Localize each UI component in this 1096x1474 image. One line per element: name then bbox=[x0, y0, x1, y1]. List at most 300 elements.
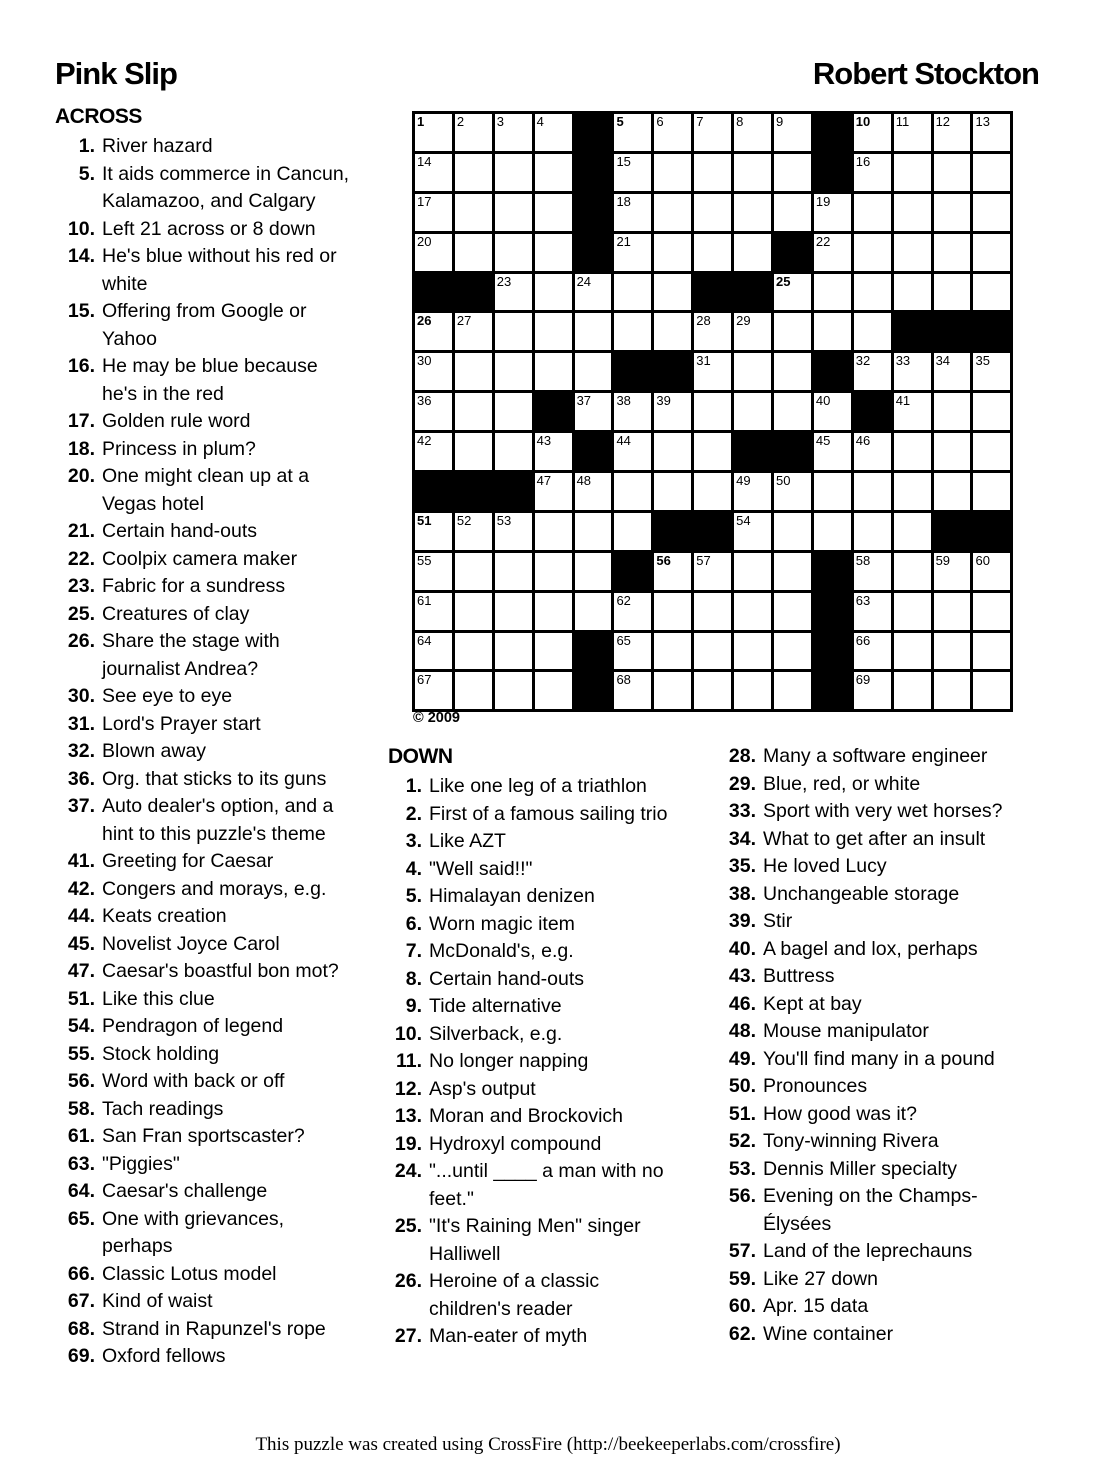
clue-text: San Fran sportscaster? bbox=[102, 1125, 305, 1147]
grid-cell-10-9 bbox=[774, 513, 811, 550]
cell-number: 19 bbox=[815, 193, 831, 209]
clue-number: 22. bbox=[67, 547, 95, 570]
clue-number: 24. bbox=[394, 1160, 422, 1182]
clue-number: 20. bbox=[67, 465, 95, 487]
grid-cell-0-5 bbox=[614, 114, 651, 151]
grid-cell-10-11 bbox=[854, 513, 891, 550]
grid-cell-2-7 bbox=[694, 194, 731, 231]
clue-text: Moran and Brockovich bbox=[429, 1105, 624, 1127]
clue-text: Certain hand-outs bbox=[429, 967, 585, 990]
clue-number: 7. bbox=[405, 940, 422, 962]
grid-cell-10-12 bbox=[894, 513, 931, 550]
grid-cell-11-8 bbox=[734, 553, 771, 590]
grid-cell-8-5 bbox=[614, 433, 651, 470]
clue-text: Share the stage with journalist Andrea? bbox=[102, 630, 280, 680]
grid-cell-4-11 bbox=[854, 274, 891, 311]
grid-cell-10-14-black bbox=[973, 513, 1010, 550]
grid-cell-8-7 bbox=[694, 433, 731, 470]
cell-number: 16 bbox=[855, 153, 871, 169]
grid-cell-6-2 bbox=[495, 353, 532, 390]
clue-down-50 bbox=[720, 1073, 1022, 1101]
grid-cell-11-14 bbox=[973, 553, 1010, 590]
clue-text: Coolpix camera maker bbox=[102, 547, 298, 570]
clue-across-41 bbox=[55, 848, 355, 876]
copyright-notice: © 2009 bbox=[413, 710, 460, 726]
clue-number: 9. bbox=[405, 995, 422, 1017]
clue-text: See eye to eye bbox=[102, 685, 233, 707]
clue-text: Like one leg of a triathlon bbox=[429, 775, 647, 797]
grid-cell-8-4-black bbox=[575, 433, 612, 470]
grid-cell-2-12 bbox=[894, 194, 931, 231]
cell-number: 43 bbox=[536, 433, 552, 449]
grid-cell-10-3 bbox=[535, 513, 572, 550]
cell-number: 61 bbox=[417, 592, 432, 608]
clue-text: He loved Lucy bbox=[763, 855, 887, 877]
grid-cell-11-0 bbox=[415, 553, 452, 590]
clue-text: A bagel and lox, perhaps bbox=[763, 937, 978, 960]
cell-number: 30 bbox=[417, 353, 432, 369]
grid-cell-0-4-black bbox=[575, 114, 612, 151]
down-heading: DOWN bbox=[388, 745, 453, 768]
clue-down-7 bbox=[388, 938, 678, 966]
cell-number: 25 bbox=[776, 273, 791, 289]
grid-cell-8-2 bbox=[495, 433, 532, 470]
grid-cell-3-14 bbox=[973, 234, 1010, 271]
footer-credit: This puzzle was created using CrossFire (http://beekeeperlabs.com/crossfire) bbox=[255, 1434, 841, 1455]
cell-number: 17 bbox=[417, 193, 432, 209]
grid-cell-2-6 bbox=[654, 194, 691, 231]
clue-text: Wine container bbox=[763, 1322, 894, 1345]
cell-number: 47 bbox=[536, 473, 552, 489]
grid-cell-12-1 bbox=[455, 593, 492, 630]
grid-cell-5-2 bbox=[495, 313, 532, 350]
grid-cell-2-2 bbox=[495, 194, 532, 231]
clue-number: 18. bbox=[67, 437, 95, 460]
clue-down-38 bbox=[720, 881, 1022, 909]
clue-number: 25. bbox=[394, 1215, 422, 1237]
clue-number: 41. bbox=[67, 850, 95, 872]
grid-cell-13-12 bbox=[894, 633, 931, 670]
clue-number: 15. bbox=[67, 300, 95, 322]
grid-cell-8-14 bbox=[973, 433, 1010, 470]
clue-down-43 bbox=[720, 963, 1022, 991]
grid-cell-7-5 bbox=[614, 393, 651, 430]
clue-down-12 bbox=[388, 1076, 678, 1104]
grid-cell-10-0 bbox=[415, 513, 452, 550]
clue-number: 62. bbox=[728, 1322, 756, 1345]
clue-text: Caesar's challenge bbox=[102, 1180, 268, 1202]
clue-text: Sport with very wet horses? bbox=[763, 800, 1003, 822]
clue-across-20 bbox=[55, 463, 355, 518]
grid-cell-10-5 bbox=[614, 513, 651, 550]
grid-cell-5-7 bbox=[694, 313, 731, 350]
grid-cell-1-12 bbox=[894, 154, 931, 191]
grid-cell-2-9 bbox=[774, 194, 811, 231]
clue-text: Oxford fellows bbox=[102, 1345, 226, 1367]
clue-number: 31. bbox=[67, 712, 95, 735]
clue-number: 11. bbox=[395, 1050, 422, 1072]
clue-number: 1. bbox=[78, 135, 95, 157]
clue-down-8 bbox=[388, 966, 678, 994]
clue-across-69 bbox=[55, 1343, 355, 1371]
grid-cell-1-3 bbox=[535, 154, 572, 191]
grid-cell-1-10-black bbox=[814, 154, 851, 191]
clue-number: 35. bbox=[728, 855, 756, 877]
clue-text: "...until ____ a man with no feet." bbox=[429, 1160, 664, 1210]
grid-cell-11-13 bbox=[934, 553, 971, 590]
grid-cell-5-6 bbox=[654, 313, 691, 350]
cell-number: 31 bbox=[696, 353, 711, 369]
grid-cell-9-13 bbox=[934, 473, 971, 510]
clue-number: 27. bbox=[394, 1325, 422, 1347]
clue-text: Blown away bbox=[102, 740, 207, 762]
clue-down-11 bbox=[388, 1048, 678, 1076]
clue-number: 14. bbox=[67, 245, 95, 267]
clue-across-1 bbox=[55, 133, 355, 161]
clue-text: Word with back or off bbox=[102, 1070, 285, 1092]
grid-cell-10-13-black bbox=[934, 513, 971, 550]
page-title: Pink Slip bbox=[55, 56, 177, 91]
grid-cell-7-3-black bbox=[535, 393, 572, 430]
clue-text: Hydroxyl compound bbox=[429, 1132, 602, 1155]
grid-cell-3-11 bbox=[854, 234, 891, 271]
grid-cell-14-3 bbox=[535, 672, 572, 709]
clue-text: River hazard bbox=[102, 135, 213, 157]
grid-cell-2-3 bbox=[535, 194, 572, 231]
clue-text: Silverback, e.g. bbox=[429, 1022, 563, 1045]
grid-cell-9-11 bbox=[854, 473, 891, 510]
clue-down-46 bbox=[720, 991, 1022, 1019]
grid-cell-13-9 bbox=[774, 633, 811, 670]
clue-down-33 bbox=[720, 798, 1022, 826]
grid-cell-13-1 bbox=[455, 633, 492, 670]
clue-text: What to get after an insult bbox=[763, 827, 986, 850]
clue-down-24 bbox=[388, 1158, 678, 1213]
cell-number: 40 bbox=[815, 393, 831, 409]
grid-cell-10-4 bbox=[575, 513, 612, 550]
grid-cell-4-10 bbox=[814, 274, 851, 311]
grid-cell-0-0 bbox=[415, 114, 452, 151]
clue-down-4 bbox=[388, 856, 678, 884]
clue-text: Apr. 15 data bbox=[763, 1295, 869, 1317]
grid-cell-12-14 bbox=[973, 593, 1010, 630]
grid-cell-2-10 bbox=[814, 194, 851, 231]
grid-cell-6-1 bbox=[455, 353, 492, 390]
clue-number: 12. bbox=[394, 1077, 422, 1100]
clue-across-14 bbox=[55, 243, 355, 298]
clue-text: Caesar's boastful bon mot? bbox=[102, 960, 339, 982]
clue-text: Fabric for a sundress bbox=[102, 575, 286, 597]
clue-across-31 bbox=[55, 711, 355, 739]
cell-number: 7 bbox=[696, 114, 704, 129]
cell-number: 53 bbox=[496, 512, 512, 528]
cell-number: 44 bbox=[616, 433, 631, 449]
grid-cell-3-5 bbox=[614, 234, 651, 271]
clue-text: Buttress bbox=[763, 965, 835, 987]
clue-text: Auto dealer's option, and a hint to this puzzle's theme bbox=[102, 795, 334, 845]
clue-across-37 bbox=[55, 793, 355, 848]
grid-cell-1-7 bbox=[694, 154, 731, 191]
grid-cell-1-6 bbox=[654, 154, 691, 191]
grid-cell-12-12 bbox=[894, 593, 931, 630]
grid-cell-6-6-black bbox=[654, 353, 691, 390]
cell-number: 35 bbox=[975, 353, 990, 369]
clue-text: Tach readings bbox=[102, 1097, 224, 1120]
clue-text: Like 27 down bbox=[763, 1267, 878, 1290]
clue-across-64 bbox=[55, 1178, 355, 1206]
grid-cell-1-4-black bbox=[575, 154, 612, 191]
grid-cell-13-4-black bbox=[575, 633, 612, 670]
cell-number: 39 bbox=[656, 393, 671, 409]
clue-across-16 bbox=[55, 353, 355, 408]
grid-cell-13-14 bbox=[973, 633, 1010, 670]
clue-number: 66. bbox=[67, 1262, 95, 1285]
clue-text: Lord's Prayer start bbox=[102, 712, 261, 735]
grid-cell-9-5 bbox=[614, 473, 651, 510]
cell-number: 6 bbox=[656, 114, 664, 129]
cell-number: 29 bbox=[736, 313, 751, 329]
clue-number: 53. bbox=[728, 1157, 756, 1180]
cell-number: 54 bbox=[736, 512, 751, 528]
clue-down-40 bbox=[720, 936, 1022, 964]
down-clue-list-2 bbox=[720, 743, 1022, 1348]
clue-number: 43. bbox=[728, 965, 756, 987]
grid-cell-6-3 bbox=[535, 353, 572, 390]
grid-cell-12-5 bbox=[614, 593, 651, 630]
grid-cell-8-3 bbox=[535, 433, 572, 470]
grid-cell-5-13-black bbox=[934, 313, 971, 350]
grid-cell-2-14 bbox=[973, 194, 1010, 231]
cell-number: 48 bbox=[576, 473, 592, 489]
clue-text: Many a software engineer bbox=[763, 745, 988, 767]
grid-cell-9-9 bbox=[774, 473, 811, 510]
grid-cell-4-4 bbox=[575, 274, 612, 311]
cell-number: 59 bbox=[935, 552, 951, 568]
grid-cell-1-2 bbox=[495, 154, 532, 191]
cell-number: 23 bbox=[496, 273, 512, 289]
clue-down-34 bbox=[720, 826, 1022, 854]
grid-cell-6-5-black bbox=[614, 353, 651, 390]
grid-cell-4-9 bbox=[774, 274, 811, 311]
page-author: Robert Stockton bbox=[812, 56, 1039, 91]
clue-across-22 bbox=[55, 546, 355, 574]
grid-cell-7-7 bbox=[694, 393, 731, 430]
clue-text: Golden rule word bbox=[102, 410, 251, 432]
down-panel-column-2 bbox=[720, 743, 1022, 1348]
cell-number: 8 bbox=[736, 114, 744, 129]
grid-cell-8-13 bbox=[934, 433, 971, 470]
clue-down-60 bbox=[720, 1293, 1022, 1321]
clue-number: 48. bbox=[728, 1020, 756, 1042]
grid-cell-7-1 bbox=[455, 393, 492, 430]
clue-number: 33. bbox=[728, 800, 756, 822]
clue-text: Heroine of a classic children's reader bbox=[429, 1270, 600, 1320]
cell-number: 26 bbox=[417, 313, 432, 329]
clue-text: Creatures of clay bbox=[102, 602, 250, 625]
grid-cell-5-12-black bbox=[894, 313, 931, 350]
clue-text: Classic Lotus model bbox=[102, 1262, 277, 1285]
grid-cell-3-10 bbox=[814, 234, 851, 271]
clue-text: No longer napping bbox=[429, 1050, 589, 1072]
grid-cell-6-8 bbox=[734, 353, 771, 390]
clue-number: 44. bbox=[67, 905, 95, 927]
grid-cell-12-11 bbox=[854, 593, 891, 630]
clue-number: 58. bbox=[67, 1097, 95, 1120]
clue-text: Stir bbox=[763, 910, 793, 932]
grid-cell-1-5 bbox=[614, 154, 651, 191]
cell-number: 1 bbox=[417, 114, 425, 129]
clue-number: 23. bbox=[67, 575, 95, 597]
clue-number: 39. bbox=[728, 910, 756, 932]
grid-cell-5-8 bbox=[734, 313, 771, 350]
clue-down-10 bbox=[388, 1021, 678, 1049]
grid-cell-3-3 bbox=[535, 234, 572, 271]
grid-cell-2-8 bbox=[734, 194, 771, 231]
grid-cell-13-8 bbox=[734, 633, 771, 670]
grid-cell-6-0 bbox=[415, 353, 452, 390]
grid-cell-4-8-black bbox=[734, 274, 771, 311]
grid-cell-12-2 bbox=[495, 593, 532, 630]
cell-number: 66 bbox=[855, 632, 871, 648]
cell-number: 3 bbox=[496, 114, 505, 129]
grid-cell-12-8 bbox=[734, 593, 771, 630]
cell-number: 62 bbox=[616, 592, 631, 608]
grid-cell-11-12 bbox=[894, 553, 931, 590]
grid-cell-13-2 bbox=[495, 633, 532, 670]
clue-number: 37. bbox=[67, 795, 95, 817]
grid-cell-10-7-black bbox=[694, 513, 731, 550]
clue-number: 21. bbox=[67, 520, 95, 542]
grid-cell-8-12 bbox=[894, 433, 931, 470]
clue-text: "Well said!!" bbox=[429, 857, 533, 880]
clue-down-26 bbox=[388, 1268, 678, 1323]
grid-cell-9-14 bbox=[973, 473, 1010, 510]
grid-cell-13-6 bbox=[654, 633, 691, 670]
grid-cell-9-0-black bbox=[415, 473, 452, 510]
grid-cell-3-9-black bbox=[774, 234, 811, 271]
clue-across-26 bbox=[55, 628, 355, 683]
clue-number: 19. bbox=[394, 1132, 422, 1155]
clue-number: 46. bbox=[728, 992, 756, 1015]
clue-text: Novelist Joyce Carol bbox=[102, 932, 280, 955]
clue-across-55 bbox=[55, 1041, 355, 1069]
clue-across-15 bbox=[55, 298, 355, 353]
grid-cell-8-10 bbox=[814, 433, 851, 470]
grid-cell-3-7 bbox=[694, 234, 731, 271]
clue-number: 49. bbox=[728, 1047, 756, 1070]
cell-number: 69 bbox=[855, 672, 871, 688]
grid-cell-7-14 bbox=[973, 393, 1010, 430]
clue-number: 60. bbox=[728, 1295, 756, 1317]
clue-number: 13. bbox=[394, 1105, 422, 1127]
grid-cell-13-0 bbox=[415, 633, 452, 670]
grid-cell-0-3 bbox=[535, 114, 572, 151]
clue-number: 10. bbox=[394, 1022, 422, 1045]
grid-cell-7-4 bbox=[575, 393, 612, 430]
clue-text: One with grievances, perhaps bbox=[102, 1207, 285, 1257]
clue-down-5 bbox=[388, 883, 678, 911]
grid-cell-11-2 bbox=[495, 553, 532, 590]
clue-down-39 bbox=[720, 908, 1022, 936]
clue-down-25 bbox=[388, 1213, 678, 1268]
clue-number: 64. bbox=[67, 1180, 95, 1202]
grid-cell-6-4 bbox=[575, 353, 612, 390]
clue-across-66 bbox=[55, 1261, 355, 1289]
cell-number: 15 bbox=[616, 153, 631, 169]
grid-cell-8-0 bbox=[415, 433, 452, 470]
grid-cell-3-2 bbox=[495, 234, 532, 271]
grid-cell-0-12 bbox=[894, 114, 931, 151]
clue-text: He may be blue because he's in the red bbox=[102, 355, 318, 405]
clue-number: 34. bbox=[728, 827, 756, 850]
grid-cell-5-10 bbox=[814, 313, 851, 350]
cell-number: 11 bbox=[895, 114, 910, 129]
clue-down-35 bbox=[720, 853, 1022, 881]
grid-cell-2-11 bbox=[854, 194, 891, 231]
clue-text: Like this clue bbox=[102, 987, 215, 1010]
cell-number: 60 bbox=[975, 552, 990, 568]
grid-cell-4-7-black bbox=[694, 274, 731, 311]
grid-cell-9-10 bbox=[814, 473, 851, 510]
clue-number: 8. bbox=[405, 967, 422, 990]
grid-cell-6-7 bbox=[694, 353, 731, 390]
clue-number: 36. bbox=[67, 767, 95, 790]
grid-cell-4-3 bbox=[535, 274, 572, 311]
clue-across-5 bbox=[55, 161, 355, 216]
clue-number: 55. bbox=[67, 1042, 95, 1065]
grid-cell-1-1 bbox=[455, 154, 492, 191]
cell-number: 32 bbox=[855, 353, 871, 369]
clue-number: 42. bbox=[67, 877, 95, 900]
clue-down-2 bbox=[388, 801, 678, 829]
clue-text: Land of the leprechauns bbox=[763, 1240, 973, 1262]
grid-cell-12-10-black bbox=[814, 593, 851, 630]
clue-across-44 bbox=[55, 903, 355, 931]
cell-number: 38 bbox=[616, 393, 631, 409]
grid-cell-9-12 bbox=[894, 473, 931, 510]
grid-cell-11-7 bbox=[694, 553, 731, 590]
grid-cell-2-5 bbox=[614, 194, 651, 231]
cell-number: 37 bbox=[576, 393, 592, 409]
grid-cell-11-11 bbox=[854, 553, 891, 590]
grid-cell-8-6 bbox=[654, 433, 691, 470]
clue-text: Certain hand-outs bbox=[102, 520, 258, 542]
cell-number: 18 bbox=[616, 193, 631, 209]
clue-text: Left 21 across or 8 down bbox=[102, 217, 316, 240]
clue-text: Mouse manipulator bbox=[763, 1020, 929, 1042]
cell-number: 5 bbox=[616, 114, 624, 129]
clue-down-49 bbox=[720, 1046, 1022, 1074]
grid-cell-14-0 bbox=[415, 672, 452, 709]
crossword-grid bbox=[412, 111, 1013, 712]
grid-cell-14-4-black bbox=[575, 672, 612, 709]
grid-cell-10-10 bbox=[814, 513, 851, 550]
grid-cell-2-4-black bbox=[575, 194, 612, 231]
grid-cell-6-14 bbox=[973, 353, 1010, 390]
clue-down-9 bbox=[388, 993, 678, 1021]
clue-across-63 bbox=[55, 1151, 355, 1179]
clue-across-32 bbox=[55, 738, 355, 766]
clue-text: Tony-winning Rivera bbox=[763, 1130, 939, 1152]
clue-number: 56. bbox=[728, 1185, 756, 1207]
clue-text: Org. that sticks to its guns bbox=[102, 767, 327, 790]
grid-cell-1-0 bbox=[415, 154, 452, 191]
clue-text: Blue, red, or white bbox=[763, 772, 921, 795]
clue-text: Offering from Google or Yahoo bbox=[102, 300, 307, 350]
clue-text: Asp's output bbox=[429, 1077, 536, 1100]
cell-number: 34 bbox=[935, 353, 951, 369]
grid-cell-13-11 bbox=[854, 633, 891, 670]
